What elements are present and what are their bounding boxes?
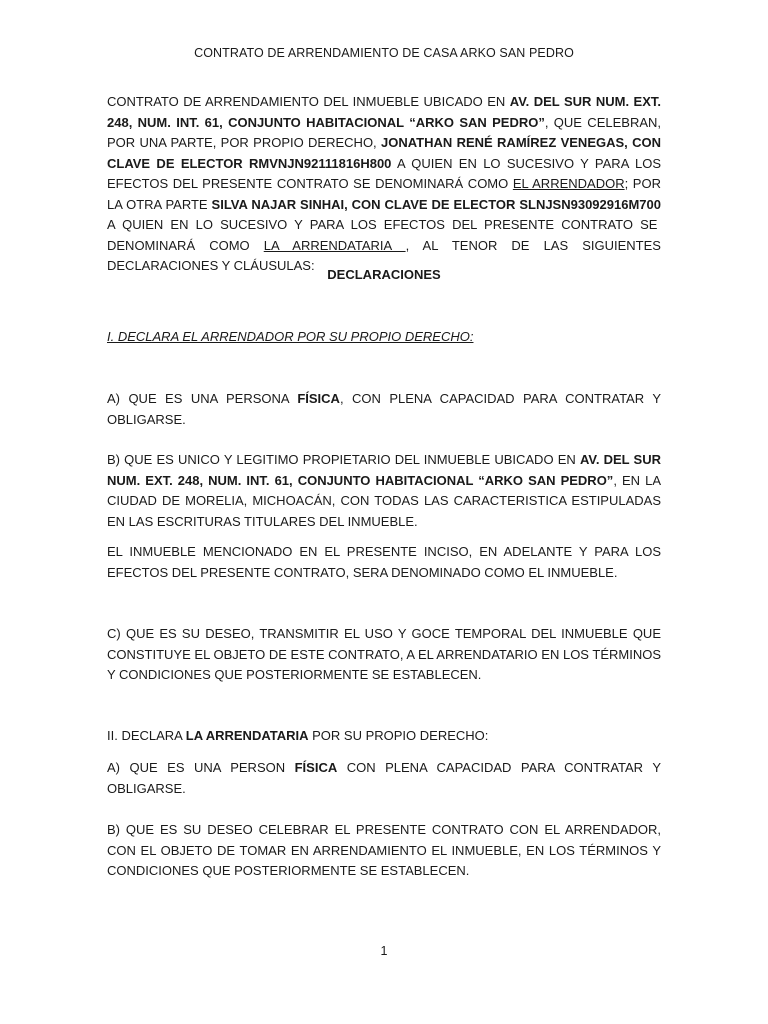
intro-paragraph xyxy=(107,92,661,277)
page-number: 1 xyxy=(380,944,388,958)
section1-heading-text: I. DECLARA EL ARRENDADOR POR SU PROPIO DERECHO: xyxy=(107,329,474,344)
section2-item-b: B) QUE ES SU DESEO CELEBRAR EL PRESENTE CONTRATO CON EL ARRENDADOR, CON EL OBJETO DE TOMAR EN ARRENDAMIENTO EL INMUEBLE, EN LOS TÉRMINOS Y CONDICIONES QUE POSTERIORMENTE SE ESTABLECEN. xyxy=(107,822,661,878)
s1a-text-1: A) QUE ES UNA PERSONA xyxy=(107,391,298,406)
intro-text-5: A QUIEN EN LO SUCESIVO Y PARA LOS EFECTOS DEL PRESENTE CONTRATO SE DENOMINARÁ COMO xyxy=(107,217,658,253)
intro-underline-arrendataria: LA ARRENDATARIA xyxy=(263,237,406,253)
intro-bold-arrendataria: SILVA NAJAR SINHAI, CON CLAVE DE ELECTOR SLNJSN93092916M700 xyxy=(211,196,661,212)
declaraciones-heading-text: DECLARACIONES xyxy=(327,267,441,282)
section1-item-b xyxy=(107,450,661,532)
intro-bold-arrendador: JONATHAN RENÉ RAMÍREZ VENEGAS, CON CLAVE DE ELECTOR RMVNJN92111816H800 xyxy=(107,135,661,171)
section1-item-c: C) QUE ES SU DESEO, TRANSMITIR EL USO Y GOCE TEMPORAL DEL INMUEBLE QUE CONSTITUYE EL OBJETO DE ESTE CONTRATO, A EL ARRENDATARIO EN LOS TÉRMINOS Y CONDICIONES QUE POSTERIORMENTE SE ESTABLECEN. xyxy=(107,626,661,682)
intro-text-4: ; POR LA OTRA PARTE xyxy=(107,176,661,212)
s2-heading-text-2: POR SU PROPIO DERECHO: xyxy=(308,728,489,743)
declaraciones-heading xyxy=(107,265,661,286)
intro-text-1: CONTRATO DE ARRENDAMIENTO DEL INMUEBLE UBICADO EN xyxy=(107,94,510,109)
intro-underline-arrendador: EL ARRENDADOR xyxy=(512,176,625,191)
intro-bold-address: AV. DEL SUR NUM. EXT. 248, NUM. INT. 61, CONJUNTO HABITACIONAL “ARKO SAN PEDRO” xyxy=(107,94,662,130)
s2a-text-2: CON PLENA CAPACIDAD PARA CONTRATAR Y OBLIGARSE. xyxy=(107,760,661,796)
s2-heading-bold: LA ARRENDATARIA xyxy=(185,728,309,743)
s2a-text-1: A) QUE ES UNA PERSON xyxy=(107,760,295,775)
intro-text-6: , AL TENOR DE LAS SIGUIENTES DECLARACIONES Y CLÁUSULAS: xyxy=(107,237,661,273)
s2a-bold: FÍSICA xyxy=(294,760,338,775)
section2-item-a xyxy=(107,758,661,799)
section2-heading xyxy=(107,726,661,747)
section1-item-a xyxy=(107,389,661,430)
intro-text-2: , QUE CELEBRAN, POR UNA PARTE, POR PROPIO DERECHO, xyxy=(107,114,661,150)
document-header: CONTRATO DE ARRENDAMIENTO DE CASA ARKO SAN PEDRO xyxy=(194,46,574,60)
intro-text-3: A QUIEN EN LO SUCESIVO Y PARA LOS EFECTOS DEL PRESENTE CONTRATO SE DENOMINARÁ COMO xyxy=(107,155,661,191)
s1b-bold-address: AV. DEL SUR NUM. EXT. 248, NUM. INT. 61, CONJUNTO HABITACIONAL “ARKO SAN PEDRO” xyxy=(107,452,662,488)
section1-heading xyxy=(107,327,661,348)
s1a-text-2: , CON PLENA CAPACIDAD PARA CONTRATAR Y OBLIGARSE. xyxy=(107,391,661,427)
s1b-text-1: B) QUE ES UNICO Y LEGITIMO PROPIETARIO DEL INMUEBLE UBICADO EN xyxy=(107,452,580,467)
s1b-text-2: , EN LA CIUDAD DE MORELIA, MICHOACÁN, CON TODAS LAS CARACTERISTICA ESTIPULADAS EN LAS ESCRITURAS TITULARES DEL INMUEBLE. xyxy=(107,472,661,529)
s1a-bold: FÍSICA xyxy=(297,391,340,406)
section1-item-b-note: EL INMUEBLE MENCIONADO EN EL PRESENTE INCISO, EN ADELANTE Y PARA LOS EFECTOS DEL PRESENTE CONTRATO, SERA DENOMINADO COMO EL INMUEBLE. xyxy=(107,544,661,580)
s2-heading-text-1: II. DECLARA xyxy=(107,728,186,743)
